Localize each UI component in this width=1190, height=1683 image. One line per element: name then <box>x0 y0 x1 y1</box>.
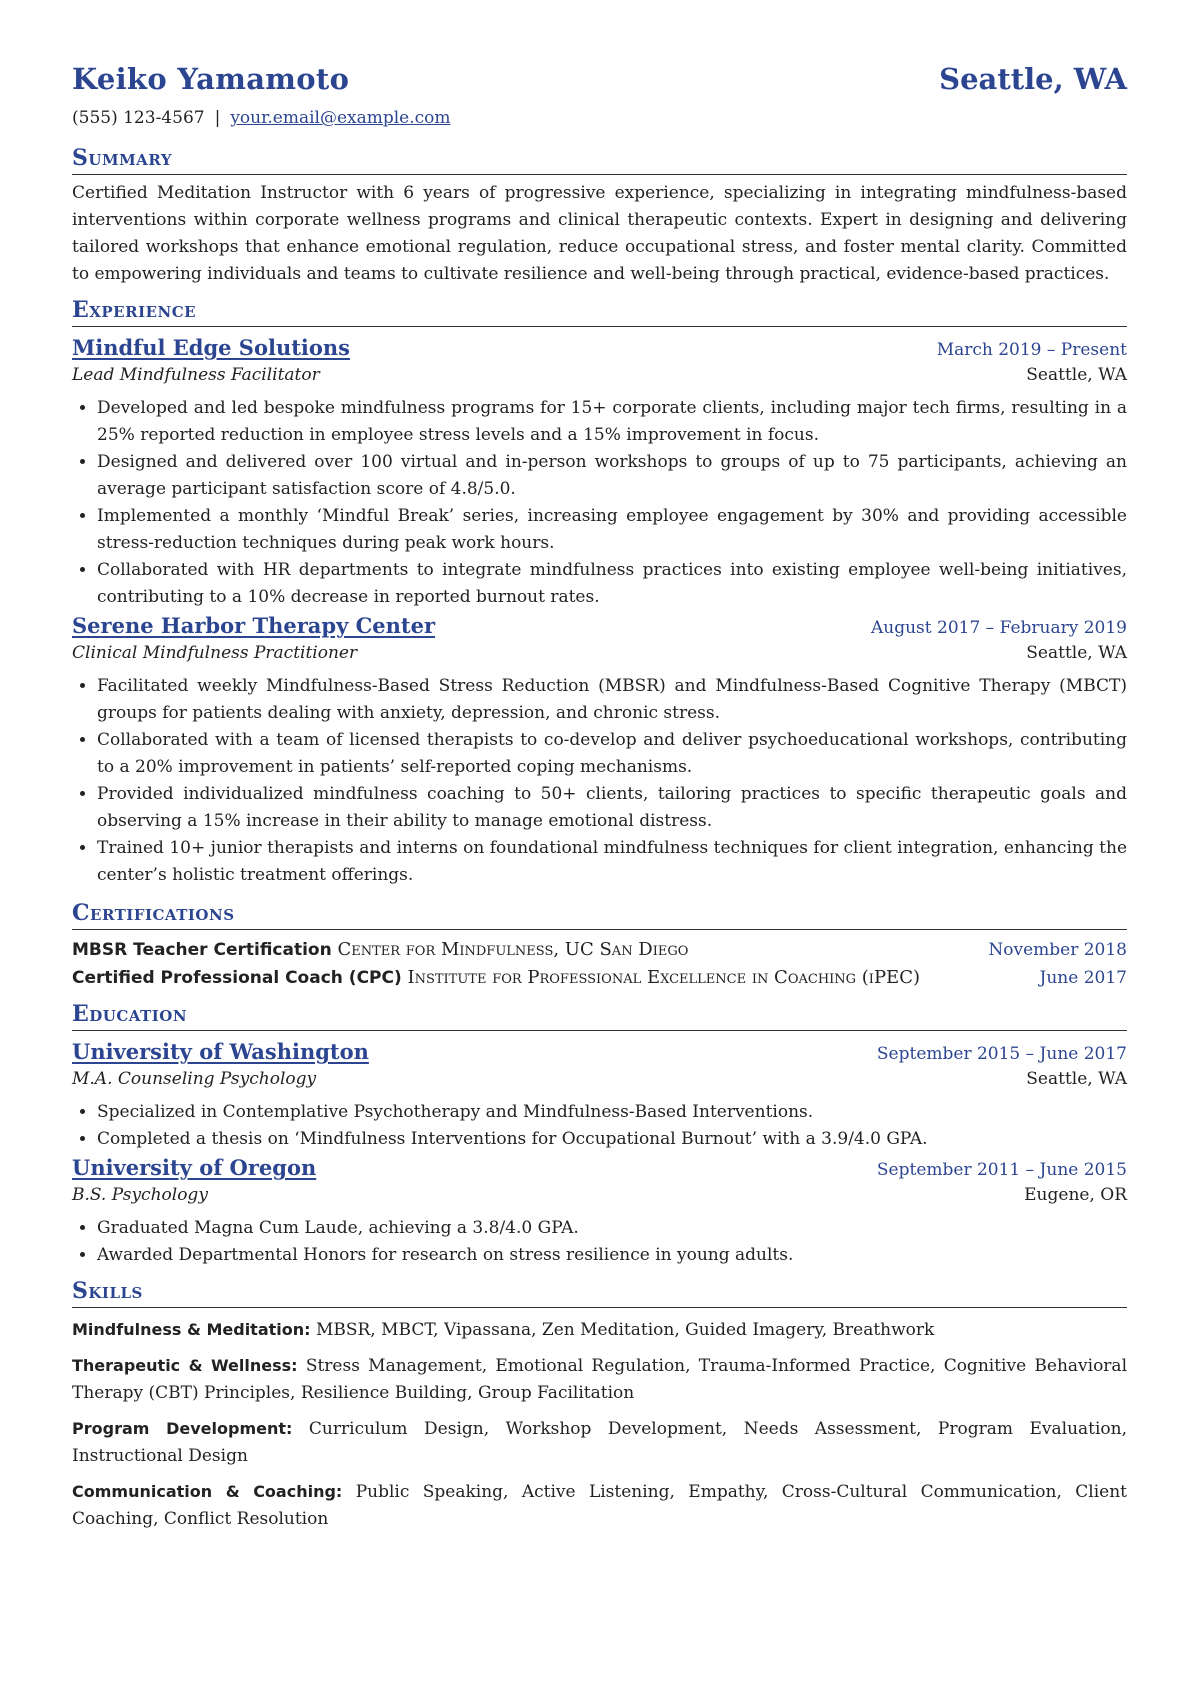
candidate-location: Seattle, WA <box>939 62 1127 96</box>
school-date: September 2011 – June 2015 <box>876 1160 1127 1180</box>
skill-label: Program Development: <box>72 1419 293 1438</box>
job-entry <box>72 611 1127 889</box>
job-role: Lead Mindfulness Facilitator <box>72 365 320 385</box>
email-link[interactable]: your.email@example.com <box>230 108 451 128</box>
certifications-heading: Certifications <box>72 899 1127 930</box>
certification-date: November 2018 <box>988 940 1127 960</box>
degree: B.S. Psychology <box>72 1185 208 1205</box>
skills-list <box>72 1316 1127 1533</box>
skill-value: Public Speaking, Active Listening, Empathy, Cross-Cultural Communication, Client Coaching, Conflict Resolution <box>72 1482 1127 1529</box>
job-date: March 2019 – Present <box>936 340 1127 360</box>
resume-page <box>72 62 1127 1533</box>
job-location: Seattle, WA <box>1026 643 1127 663</box>
job-bullet-list <box>72 673 1127 889</box>
list-item: • Graduated Magna Cum Laude, achieving a 3.8/4.0 GPA. <box>97 1215 1127 1242</box>
skill-value: MBSR, MBCT, Vipassana, Zen Meditation, Guided Imagery, Breathwork <box>315 1320 935 1340</box>
candidate-name: Keiko Yamamoto <box>72 62 350 96</box>
skill-value: Stress Management, Emotional Regulation, Trauma-Informed Practice, Cognitive Behavioral Therapy (CBT) Principles, Resilience Building, Group Facilitation <box>72 1356 1128 1403</box>
certification-name: Certified Professional Coach (CPC) <box>72 968 402 988</box>
school-link[interactable]: University of Washington <box>72 1039 369 1064</box>
degree: M.A. Counseling Psychology <box>72 1069 317 1089</box>
certification-issuer: Center for Mindfulness, UC San Diego <box>337 939 689 960</box>
resume-header <box>72 62 1127 96</box>
list-item: • Collaborated with HR departments to integrate mindfulness practices into existing employee well-being initiatives, contributing to a 10% decrease in reported burnout rates. <box>97 557 1127 611</box>
education-entry <box>72 1153 1127 1269</box>
job-role: Clinical Mindfulness Practitioner <box>72 643 358 663</box>
list-item: • Specialized in Contemplative Psychotherapy and Mindfulness-Based Interventions. <box>97 1099 1127 1126</box>
certification-item <box>72 964 1127 992</box>
list-item: • Provided individualized mindfulness coaching to 50+ clients, tailoring practices to specific therapeutic goals and observing a 15% increase in their ability to manage emotional distress. <box>97 781 1127 835</box>
list-item: • Awarded Departmental Honors for research on stress resilience in young adults. <box>97 1242 1127 1269</box>
list-item: • Designed and delivered over 100 virtual and in-person workshops to groups of up to 75 participants, achieving an average participant satisfaction score of 4.8/5.0. <box>97 449 1127 503</box>
school-link[interactable]: University of Oregon <box>72 1155 317 1180</box>
list-item: • Implemented a monthly ‘Mindful Break’ series, increasing employee engagement by 30% and providing accessible stress-reduction techniques during peak work hours. <box>97 503 1127 557</box>
summary-text: Certified Meditation Instructor with 6 years of progressive experience, specializing in integrating mindfulness-based interventions within corporate wellness programs and clinical therapeutic contexts. Expert in designing and delivering tailored workshops that enhance emotional regulation, reduce occupational stress, and foster mental clarity. Committed to empowering individuals and teams to cultivate resilience and well-being through practical, evidence-based practices. <box>72 183 1127 284</box>
certification-item <box>72 936 1127 964</box>
skill-item <box>72 1478 1127 1533</box>
summary-heading: Summary <box>72 144 1127 175</box>
skill-label: Communication & Coaching: <box>72 1482 343 1501</box>
certification-list <box>72 936 1127 992</box>
school-date: September 2015 – June 2017 <box>876 1044 1127 1064</box>
skill-label: Mindfulness & Meditation: <box>72 1320 311 1339</box>
contact-line <box>72 108 1127 128</box>
skill-item <box>72 1316 1127 1344</box>
list-item: • Trained 10+ junior therapists and interns on foundational mindfulness techniques for client integration, enhancing the center’s holistic treatment offerings. <box>97 835 1127 889</box>
education-bullet-list <box>72 1215 1127 1269</box>
job-organization-link[interactable]: Serene Harbor Therapy Center <box>72 613 436 638</box>
certification-issuer: Institute for Professional Excellence in Coaching (iPEC) <box>407 967 920 988</box>
list-item: • Collaborated with a team of licensed therapists to co-develop and deliver psychoeducational workshops, contributing to a 20% improvement in patients’ self-reported coping mechanisms. <box>97 727 1127 781</box>
skills-heading: Skills <box>72 1277 1127 1308</box>
list-item: • Completed a thesis on ‘Mindfulness Interventions for Occupational Burnout’ with a 3.9/4.0 GPA. <box>97 1126 1127 1153</box>
job-date: August 2017 – February 2019 <box>870 618 1127 638</box>
phone-number: (555) 123-4567 <box>72 108 205 128</box>
job-entry <box>72 333 1127 611</box>
list-item: • Facilitated weekly Mindfulness-Based Stress Reduction (MBSR) and Mindfulness-Based Cognitive Therapy (MBCT) groups for patients dealing with anxiety, depression, and chronic stress. <box>97 673 1127 727</box>
contact-separator: | <box>214 108 221 128</box>
job-organization-link[interactable]: Mindful Edge Solutions <box>72 335 351 360</box>
list-item: • Developed and led bespoke mindfulness programs for 15+ corporate clients, including major tech firms, resulting in a 25% reported reduction in employee stress levels and a 15% improvement in focus. <box>97 395 1127 449</box>
school-location: Eugene, OR <box>1024 1185 1127 1205</box>
skill-label: Therapeutic & Wellness: <box>72 1356 298 1375</box>
skill-value: Curriculum Design, Workshop Development, Needs Assessment, Program Evaluation, Instructional Design <box>72 1419 1128 1466</box>
school-location: Seattle, WA <box>1026 1069 1127 1089</box>
certification-date: June 2017 <box>1039 968 1127 988</box>
job-location: Seattle, WA <box>1026 365 1127 385</box>
education-heading: Education <box>72 1000 1127 1031</box>
job-bullet-list <box>72 395 1127 611</box>
education-entry <box>72 1037 1127 1153</box>
education-bullet-list <box>72 1099 1127 1153</box>
experience-heading: Experience <box>72 296 1127 327</box>
skill-item <box>72 1415 1127 1470</box>
certification-name: MBSR Teacher Certification <box>72 940 332 960</box>
skill-item <box>72 1352 1127 1407</box>
